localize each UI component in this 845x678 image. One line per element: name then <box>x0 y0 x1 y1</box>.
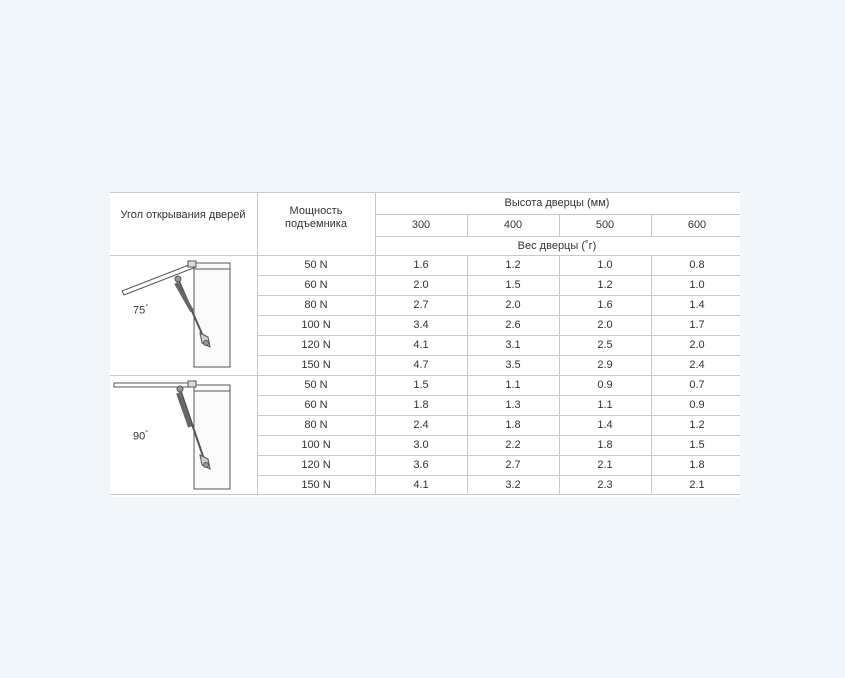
weight-cell: 3.2 <box>505 479 521 491</box>
weight-cell: 1.5 <box>505 279 521 291</box>
row-divider <box>257 275 740 276</box>
power-cell: 60 N <box>304 279 328 291</box>
height-600: 600 <box>687 219 707 231</box>
degree-symbol: ° <box>145 304 149 311</box>
weight-cell: 4.1 <box>413 339 429 351</box>
weight-cell: 2.5 <box>597 339 613 351</box>
weight-cell: 1.8 <box>597 439 613 451</box>
height-500: 500 <box>595 219 615 231</box>
header-height: Высота дверцы (мм) <box>504 197 610 209</box>
row-divider <box>257 475 740 476</box>
weight-cell: 3.1 <box>505 339 521 351</box>
row-divider <box>257 335 740 336</box>
power-cell: 100 N <box>301 439 331 451</box>
weight-cell: 2.7 <box>505 459 521 471</box>
weight-cell: 2.6 <box>505 319 521 331</box>
weight-cell: 0.9 <box>597 379 613 391</box>
weight-cell: 0.8 <box>689 259 705 271</box>
weight-cell: 1.6 <box>413 259 429 271</box>
power-cell: 120 N <box>301 339 331 351</box>
weight-cell: 3.4 <box>413 319 429 331</box>
weight-cell: 4.7 <box>413 359 429 371</box>
weight-cell: 0.9 <box>689 399 705 411</box>
weight-cell: 2.0 <box>505 299 521 311</box>
table-top-border <box>110 192 740 193</box>
angle-75-value: 75 <box>133 304 146 317</box>
weight-cell: 1.1 <box>505 379 521 391</box>
weight-cell: 1.2 <box>689 419 705 431</box>
weight-cell: 3.0 <box>413 439 429 451</box>
col-divider-400 <box>559 214 560 236</box>
weight-cell: 2.7 <box>413 299 429 311</box>
weight-cell: 0.7 <box>689 379 705 391</box>
power-cell: 100 N <box>301 319 331 331</box>
weight-cell: 2.0 <box>413 279 429 291</box>
power-cell: 150 N <box>301 479 331 491</box>
weight-cell: 2.0 <box>689 339 705 351</box>
weight-cell: 4.1 <box>413 479 429 491</box>
weight-cell: 1.5 <box>689 439 705 451</box>
weight-cell: 2.1 <box>597 459 613 471</box>
row-divider <box>257 295 740 296</box>
row-divider <box>257 355 740 356</box>
height-400: 400 <box>503 219 523 231</box>
weight-cell: 1.4 <box>689 299 705 311</box>
weight-cell: 2.1 <box>689 479 705 491</box>
weight-cell: 2.4 <box>413 419 429 431</box>
lift-diagram-90-icon <box>110 375 257 495</box>
degree-symbol: ° <box>145 430 149 437</box>
weight-cell: 1.8 <box>689 459 705 471</box>
weight-cell: 1.8 <box>413 399 429 411</box>
weight-cell: 1.2 <box>597 279 613 291</box>
header-power-line2: подъемника <box>285 218 347 230</box>
weight-cell: 1.5 <box>413 379 429 391</box>
col-divider-400-body <box>559 255 560 494</box>
weight-cell: 1.6 <box>597 299 613 311</box>
power-cell: 50 N <box>304 259 328 271</box>
weight-cell: 2.3 <box>597 479 613 491</box>
col-divider-power <box>375 192 376 494</box>
weight-cell: 2.9 <box>597 359 613 371</box>
row-divider <box>257 435 740 436</box>
header-angle: Угол открывания дверей <box>120 209 246 221</box>
power-cell: 80 N <box>304 419 328 431</box>
weight-cell: 2.2 <box>505 439 521 451</box>
weight-cell: 1.0 <box>597 259 613 271</box>
power-cell: 60 N <box>304 399 328 411</box>
row-divider <box>257 395 740 396</box>
power-cell: 150 N <box>301 359 331 371</box>
col-divider-300 <box>467 214 468 236</box>
weight-cell: 2.4 <box>689 359 705 371</box>
weight-cell: 1.7 <box>689 319 705 331</box>
weight-cell: 1.1 <box>597 399 613 411</box>
col-divider-500 <box>651 214 652 236</box>
row-divider <box>257 455 740 456</box>
angle-90-value: 90 <box>133 430 146 443</box>
power-cell: 50 N <box>304 379 328 391</box>
weight-cell: 1.2 <box>505 259 521 271</box>
weight-cell: 1.0 <box>689 279 705 291</box>
weight-cell: 1.4 <box>597 419 613 431</box>
weight-cell: 3.6 <box>413 459 429 471</box>
heights-row-divider <box>375 236 740 237</box>
weight-cell: 3.5 <box>505 359 521 371</box>
header-power-line1: Мощность <box>289 205 343 217</box>
col-divider-angle <box>257 192 258 494</box>
weight-label: Вес дверцы (˚г) <box>517 240 597 252</box>
height-header-divider <box>375 214 740 215</box>
row-divider <box>257 315 740 316</box>
lift-diagram-75-icon <box>110 255 257 375</box>
load-table <box>110 192 740 497</box>
weight-cell: 1.8 <box>505 419 521 431</box>
weight-cell: 2.0 <box>597 319 613 331</box>
weight-cell: 1.3 <box>505 399 521 411</box>
power-cell: 80 N <box>304 299 328 311</box>
row-divider <box>257 415 740 416</box>
col-divider-500-body <box>651 255 652 494</box>
power-cell: 120 N <box>301 459 331 471</box>
height-300: 300 <box>411 219 431 231</box>
col-divider-300-body <box>467 255 468 494</box>
